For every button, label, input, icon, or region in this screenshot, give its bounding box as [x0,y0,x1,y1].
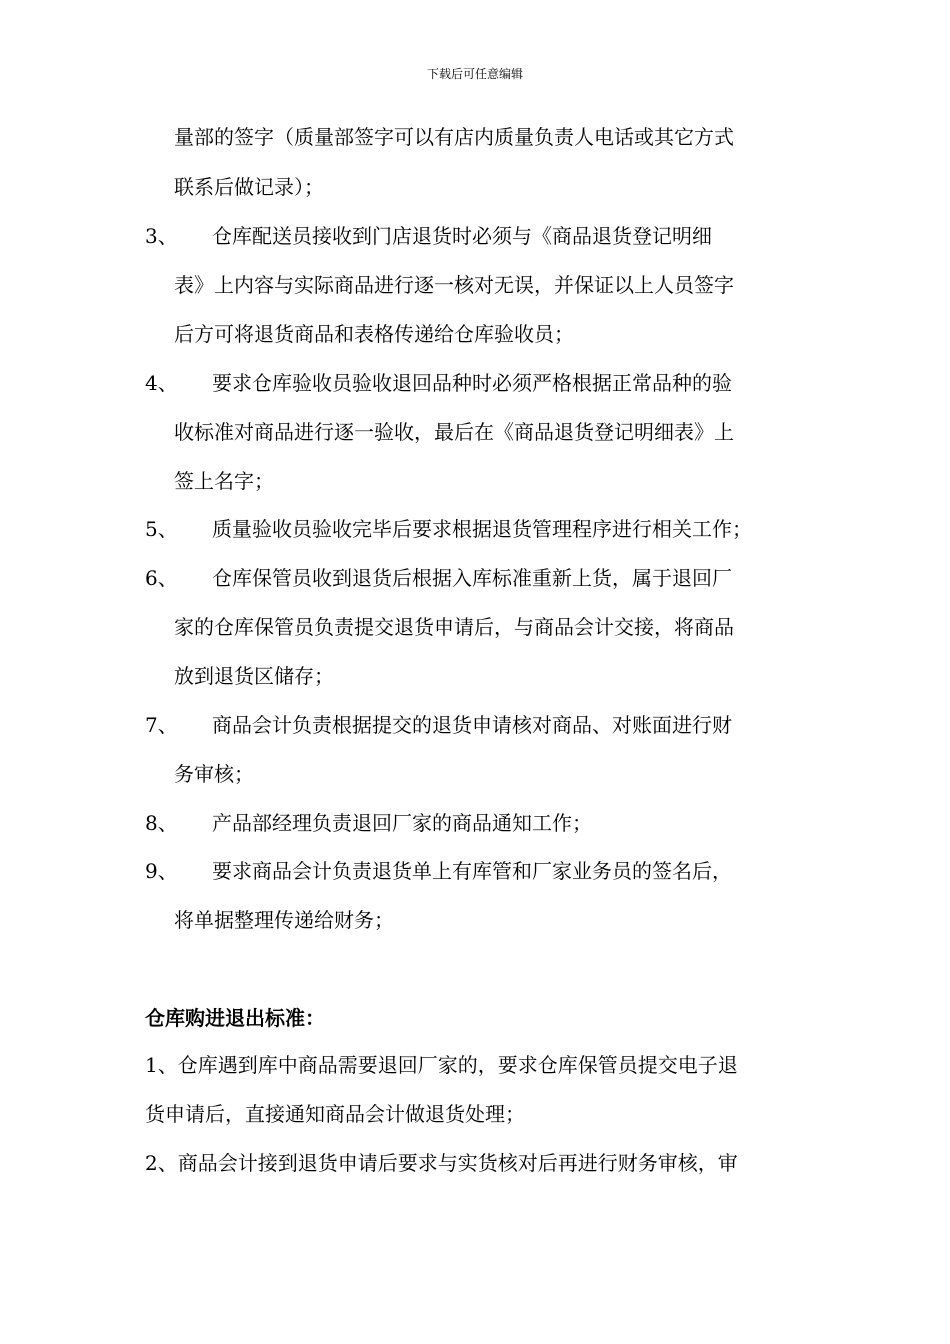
list-item-line: 家的仓库保管员负责提交退货申请后，与商品会计交接，将商品 [174,615,734,639]
continuation-line: 量部的签字（质量部签字可以有店内质量负责人电话或其它方式 [174,125,734,149]
list-item-line: 要求仓库验收员验收退回品种时必须严格根据正常品种的验 [212,371,732,395]
list-item-line: 仓库保管员收到退货后根据入库标准重新上货，属于退回厂 [212,566,732,590]
list-item-line: 将单据整理传递给财务； [174,908,394,932]
list-item-line: 表》上内容与实际商品进行逐一核对无误，并保证以上人员签字 [174,273,734,297]
list-item-line: 要求商品会计负责退货单上有库管和厂家业务员的签名后， [212,859,732,883]
continuation-line: 联系后做记录）； [174,175,324,199]
list-item-line: 收标准对商品进行逐一验收，最后在《商品退货登记明细表》上 [174,420,734,444]
section-line: 1、仓库遇到库中商品需要退回厂家的，要求仓库保管员提交电子退 [145,1053,738,1077]
list-item-number: 8、 [145,811,178,835]
list-item-line: 后方可将退货商品和表格传递给仓库验收员； [174,322,574,346]
list-item-number: 9、 [145,859,178,883]
list-item-line: 质量验收员验收完毕后要求根据退货管理程序进行相关工作； [212,517,752,541]
list-item-number: 4、 [145,371,178,395]
section-heading: 仓库购进退出标准： [145,1006,325,1030]
list-item-line: 仓库配送员接收到门店退货时必须与《商品退货登记明细 [212,224,712,248]
section-line: 2、商品会计接到退货申请后要求与实货核对后再进行财务审核，审 [145,1151,738,1175]
list-item-line: 务审核； [174,762,254,786]
list-item-line: 产品部经理负责退回厂家的商品通知工作； [212,811,592,835]
list-item-line: 签上名字； [174,469,274,493]
list-item-line: 商品会计负责根据提交的退货申请核对商品、对账面进行财 [212,713,732,737]
list-item-number: 6、 [145,566,178,590]
list-item-number: 7、 [145,713,178,737]
section-line: 货申请后，直接通知商品会计做退货处理； [145,1102,525,1126]
list-item-line: 放到退货区储存； [174,664,334,688]
page-header: 下载后可任意编辑 [426,67,523,81]
list-item-number: 5、 [145,517,178,541]
list-item-number: 3、 [145,224,178,248]
